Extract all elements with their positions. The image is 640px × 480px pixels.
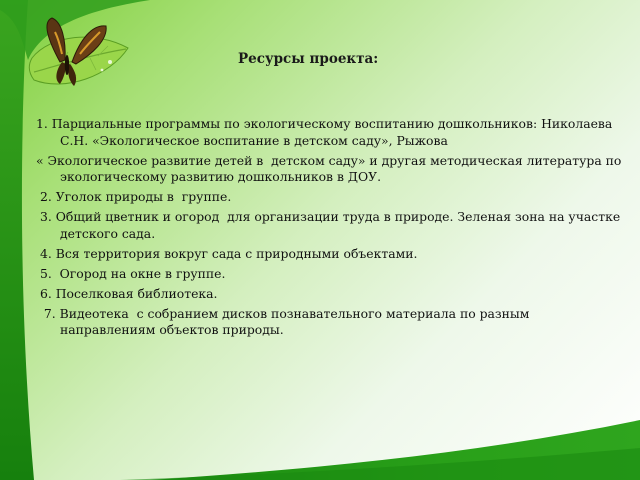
slide-title: Ресурсы проекта: (238, 51, 379, 67)
list-item: 1. Парциальные программы по экологическому воспитанию дошкольников: Николаева С.Н. «Экологическое воспитание в детском саду», Рыжова (36, 116, 617, 148)
list-item: 5. Огород на окне в группе. (36, 265, 226, 281)
butterfly-on-leaf-icon (10, 10, 130, 95)
list-item: « Экологическое развитие детей в детском саду» и другая методическая литература по экологическому развитию дошкольников в ДОУ. (36, 152, 626, 184)
list-item: 4. Вся территория вокруг сада с природными объектами. (36, 245, 418, 261)
resource-list (36, 116, 624, 342)
list-item: 6. Поселковая библиотека. (36, 285, 218, 301)
list-item: 7. Видеотека с собранием дисков познавательного материала по разным направлениям объектов природы. (36, 305, 534, 337)
list-item: 2. Уголок природы в группе. (36, 189, 232, 204)
list-item: 3. Общий цветник и огород для организации труда в природе. Зеленая зона на участке детского сада. (36, 209, 625, 241)
